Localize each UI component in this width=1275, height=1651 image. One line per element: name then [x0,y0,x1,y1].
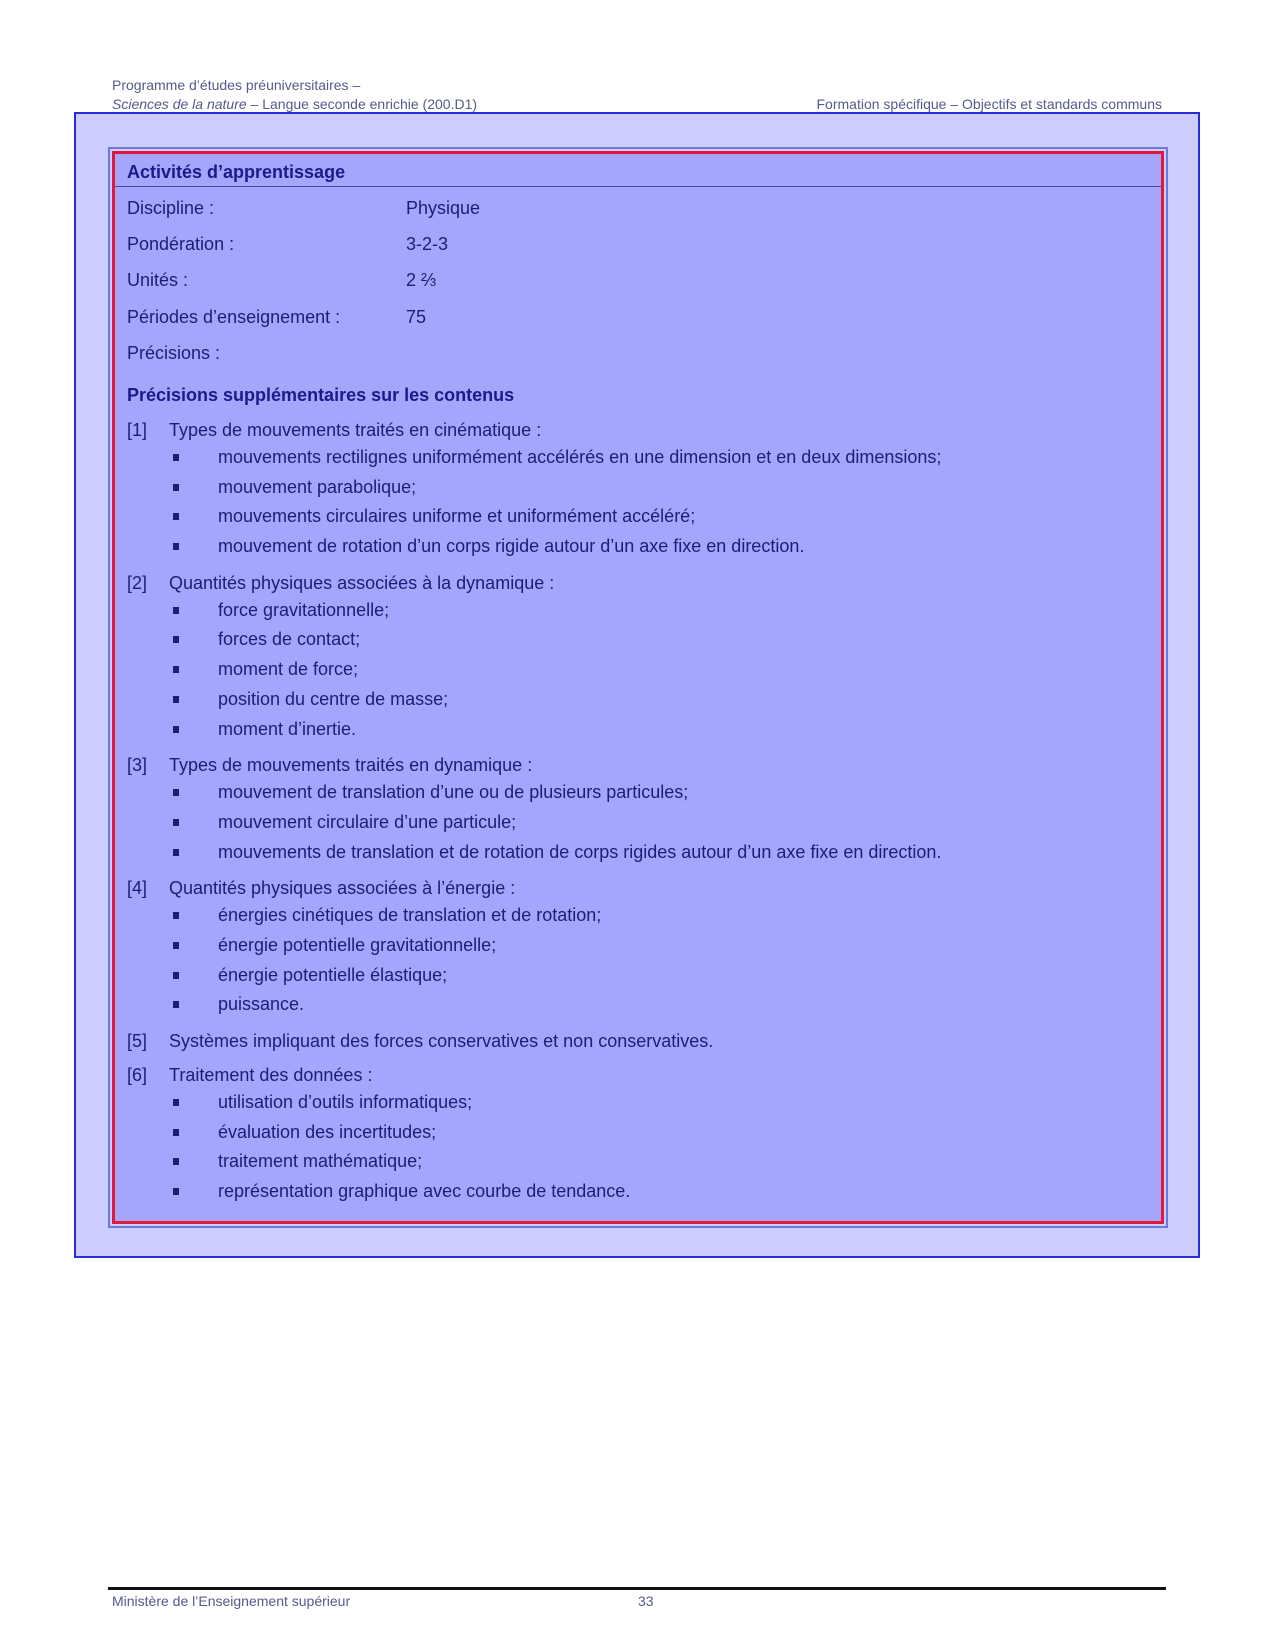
section-title: Traitement des données : [169,1065,373,1085]
bullet-icon [173,819,179,826]
section-number: [5] [127,1031,148,1051]
content-section [127,753,1147,869]
list-item-text: évaluation des incertitudes; [218,1121,437,1142]
field-label: Périodes d’enseignement : [127,307,341,327]
content-section [127,571,1147,746]
page-footer [112,1593,652,1609]
bullet-icon [173,1099,179,1106]
bullet-icon [173,726,179,733]
field-label: Précisions : [127,343,221,363]
section-number: [4] [127,878,148,899]
bullet-icon [173,543,179,550]
section-number: [6] [127,1065,148,1085]
section-title: Systèmes impliquant des forces conservatives et non conservatives. [169,1031,714,1051]
section-heading [127,1029,1147,1056]
list-item-text: énergie potentielle gravitationnelle; [218,934,497,955]
list-item [127,903,1147,933]
section-heading [127,753,1147,780]
list-item-text: mouvements rectilignes uniformément accélérés en une dimension et en deux dimensions; [218,447,942,467]
list-item-text: énergie potentielle élastique; [218,964,448,985]
section-heading [127,876,1147,903]
list-item [127,657,1147,687]
content-section [127,876,1147,1022]
box-title-rule [115,186,1161,187]
section-title: Types de mouvements traités en cinématique : [169,420,542,440]
field-label: Discipline : [127,198,215,218]
list-item-text: représentation graphique avec courbe de tendance. [218,1181,631,1202]
section-heading [127,571,1147,598]
list-item [127,627,1147,657]
list-item [127,840,1147,870]
list-item-text: moment d’inertie. [218,718,357,739]
list-item-text: force gravitationnelle; [218,599,390,620]
list-item-text: mouvement de translation d’une ou de plusieurs particules; [218,782,689,803]
section-number: [1] [127,420,148,440]
list-item [127,445,1147,475]
list-item [127,687,1147,717]
list-item [127,1149,1147,1179]
bullet-icon [173,942,179,949]
bullet-icon [173,972,179,979]
field-value: 75 [406,307,427,327]
bullet-icon [173,454,179,461]
section-title: Types de mouvements traités en dynamique : [169,755,533,776]
list-item-text: traitement mathématique; [218,1151,423,1172]
list-item-text: moment de force; [218,659,359,680]
bullet-icon [173,607,179,614]
bullet-icon [173,1129,179,1136]
list-item-text: mouvement parabolique; [218,476,417,497]
field-value: 2 ⅔ [406,270,437,290]
list-item-text: mouvements de translation et de rotation de corps rigides autour d’un axe fixe en direction. [218,841,942,862]
bullet-icon [173,484,179,491]
header-program-code: – Langue seconde enrichie (200.D1) [246,96,478,112]
header-program-line: Programme d’études préuniversitaires – [112,77,361,93]
header-program-italic: Sciences de la nature [112,96,247,112]
list-item-text: puissance. [218,994,305,1015]
footer-rule [108,1587,1166,1590]
section-title: Quantités physiques associées à la dynamique : [169,572,555,593]
list-item-text: mouvement circulaire d’une particule; [218,811,517,832]
page-header [112,76,1162,114]
list-item [127,598,1147,628]
footer-ministry: Ministère de l’Enseignement supérieur [112,1593,351,1609]
list-item [127,780,1147,810]
list-item-text: forces de contact; [218,629,361,650]
contents-list [127,418,1147,1216]
list-item [127,1090,1147,1120]
bullet-icon [173,1158,179,1165]
list-item [127,810,1147,840]
bullet-icon [173,849,179,856]
section-number: [2] [127,572,148,593]
bullet-icon [173,912,179,919]
section-number: [3] [127,755,148,776]
list-item [127,504,1147,534]
section-heading [127,1063,1147,1090]
section-title: Quantités physiques associées à l’énergie : [169,878,516,899]
box-title: Activités d’apprentissage [127,162,346,182]
field-value: 3-2-3 [406,234,449,254]
list-item [127,1120,1147,1150]
contents-subheading: Précisions supplémentaires sur les contenus [127,385,515,405]
bullet-icon [173,696,179,703]
bullet-icon [173,666,179,673]
list-item-text: énergies cinétiques de translation et de rotation; [218,905,602,926]
content-section [127,1063,1147,1209]
list-item-text: position du centre de masse; [218,688,449,709]
bullet-icon [173,1188,179,1195]
header-section-title: Formation spécifique – Objectifs et standards communs [816,96,1162,112]
list-item-text: mouvements circulaires uniforme et uniformément accéléré; [218,506,696,527]
list-item [127,963,1147,993]
learning-activities-box [112,151,1164,1224]
content-section [127,1029,1147,1056]
list-item [127,933,1147,963]
list-item [127,992,1147,1022]
section-heading [127,418,1147,445]
list-item [127,1179,1147,1209]
field-value: Physique [406,198,481,218]
bullet-icon [173,1001,179,1008]
page-number: 33 [638,1593,654,1609]
content-section [127,418,1147,564]
bullet-icon [173,789,179,796]
list-item [127,717,1147,747]
list-item [127,534,1147,564]
field-label: Unités : [127,270,189,290]
list-item-text: mouvement de rotation d’un corps rigide autour d’un axe fixe en direction. [218,536,805,557]
list-item [127,475,1147,505]
list-item-text: utilisation d’outils informatiques; [218,1092,473,1112]
bullet-icon [173,513,179,520]
field-label: Pondération : [127,234,235,254]
bullet-icon [173,636,179,643]
